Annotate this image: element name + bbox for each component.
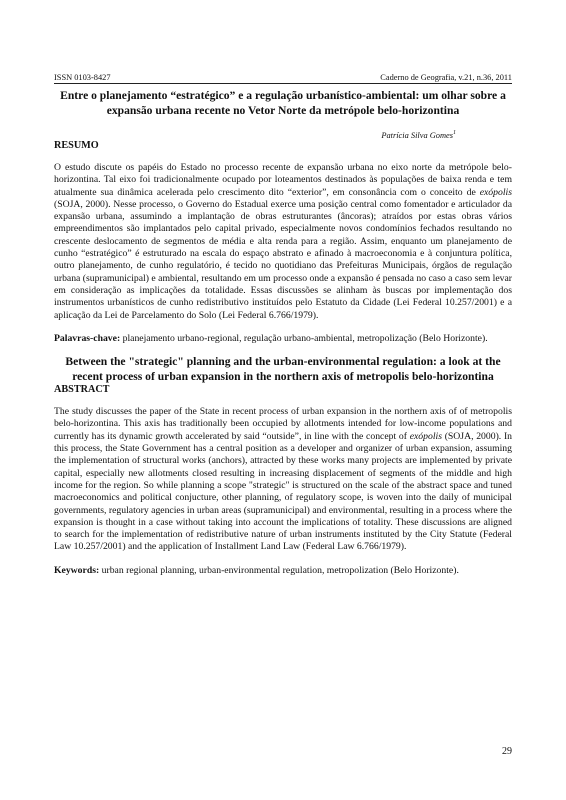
author-footnote-mark: 1 — [453, 130, 456, 136]
keywords-pt-text: planejamento urbano-regional, regulação urbano-ambiental, metropolização (Belo Horizonte). — [120, 332, 488, 344]
abstract-italic-term: exópolis — [409, 430, 442, 442]
resumo-italic-term: exópolis — [479, 186, 512, 198]
author-name: Patrícia Silva Gomes — [381, 130, 453, 140]
abstract-text-part1: The study discusses the paper of the State in recent process of urban expansion in the northern axis of of metropolis belo-horizontina. This axis has traditionally been occupied by allotments intended for low-income populations and currently has its dynamic growth accelerated by said “outside”, in line with the concept of — [54, 406, 512, 442]
keywords-pt-label: Palavras-chave: — [54, 332, 121, 344]
resumo-text-part1: O estudo discute os papéis do Estado no processo recente de expansão urbana no eixo norte da metrópole belo-horizontina. Tal eixo foi tradicionalmente ocupado por loteamentos destinados às populações de baixa renda e tem atualmente sua dinâmica acelerada pelo crescimento dito “exterior”, em consonância com o conceito de — [54, 162, 512, 198]
keywords-english — [54, 565, 512, 577]
abstract-text-part2: (SOJA, 2000). In this process, the State Government has a central position as a developer and organizer of urban expansion, assuming the implementation of structural works (anchors), attracted by these works many projects are implemented by private capital, especially new allotments closed resulting in increasing displacement of segments of the middle and high income for the region. So while planning a scope "strategic" is structured on the scale of the abstract space and tuned macroeconomics and political conjucture, other planning, of regulatory scope, is woven into the daily of municipal governments, regulatory agencies in urban areas (supramunicipal) and environmental, resulting in a process where the expansion is thought in a case without taking into account the implications of totality. These discussions are aligned to search for the implementation of redistributive nature of urban instruments instituted by the City Statute (Federal Law 10.257/2001) and the application of Installment Land Law (Federal Law 6.766/1979). — [54, 430, 513, 553]
keywords-en-text: urban regional planning, urban-environmental regulation, metropolization (Belo Horizonte). — [99, 564, 459, 576]
author-line — [54, 130, 456, 140]
resumo-heading: RESUMO — [54, 140, 99, 151]
article-content — [54, 88, 512, 577]
keywords-portuguese — [54, 333, 512, 345]
keywords-en-label: Keywords: — [54, 564, 100, 576]
journal-citation: Caderno de Geografia, v.21, n.36, 2011 — [380, 73, 512, 82]
running-header — [54, 68, 512, 84]
resumo-text-part2: (SOJA, 2000). Nesse processo, o Governo do Estadual exerce uma posição central como fomentador e articulador da expansão urbana, assumindo a implantação de obras estruturantes (âncoras); atraídos por estas obras vários empreendimentos são implantados pelo capital privado, especialmente novos condomínios fechados resultando no crescente deslocamento de segmentos de média e alta renda para a região. Assim, enquanto um planejamento de cunho “estratégico” é estruturado na escala do espaço abstrato e afinado à macroeconomia e à conjuntura política, outro planejamento, de cunho regulatório, é tecido no quotidiano das Prefeituras Municipais, órgãos de regulação urbana (supramunicipal) e ambiental, resultando em um processo onde a expansão é pensada no caso a caso sem levar em consideração as implicações da totalidade. Essas discussões se alinham às buscas por implementação dos instrumentos urbanísticos de cunho redistributivo instituídos pelo Estatuto da Cidade (Lei Federal 10.257/2001) e a aplicação da Lei de Parcelamento do Solo (Lei Federal 6.766/1979). — [54, 198, 512, 321]
abstract-heading: ABSTRACT — [54, 384, 110, 396]
title-english: Between the "strategic" planning and the urban-environmental regulation: a look at the recent process of urban expansion in the northern axis of metropolis belo-horizontina — [65, 355, 501, 384]
issn: ISSN 0103-8427 — [54, 73, 111, 82]
abstract-text — [54, 406, 512, 554]
page-number: 29 — [502, 746, 512, 757]
title-portuguese: Entre o planejamento “estratégico” e a regulação urbanístico-ambiental: um olhar sobre a expansão urbana recente no Vetor Norte da metrópole belo-horizontina — [60, 89, 506, 117]
resumo-text — [54, 162, 512, 322]
